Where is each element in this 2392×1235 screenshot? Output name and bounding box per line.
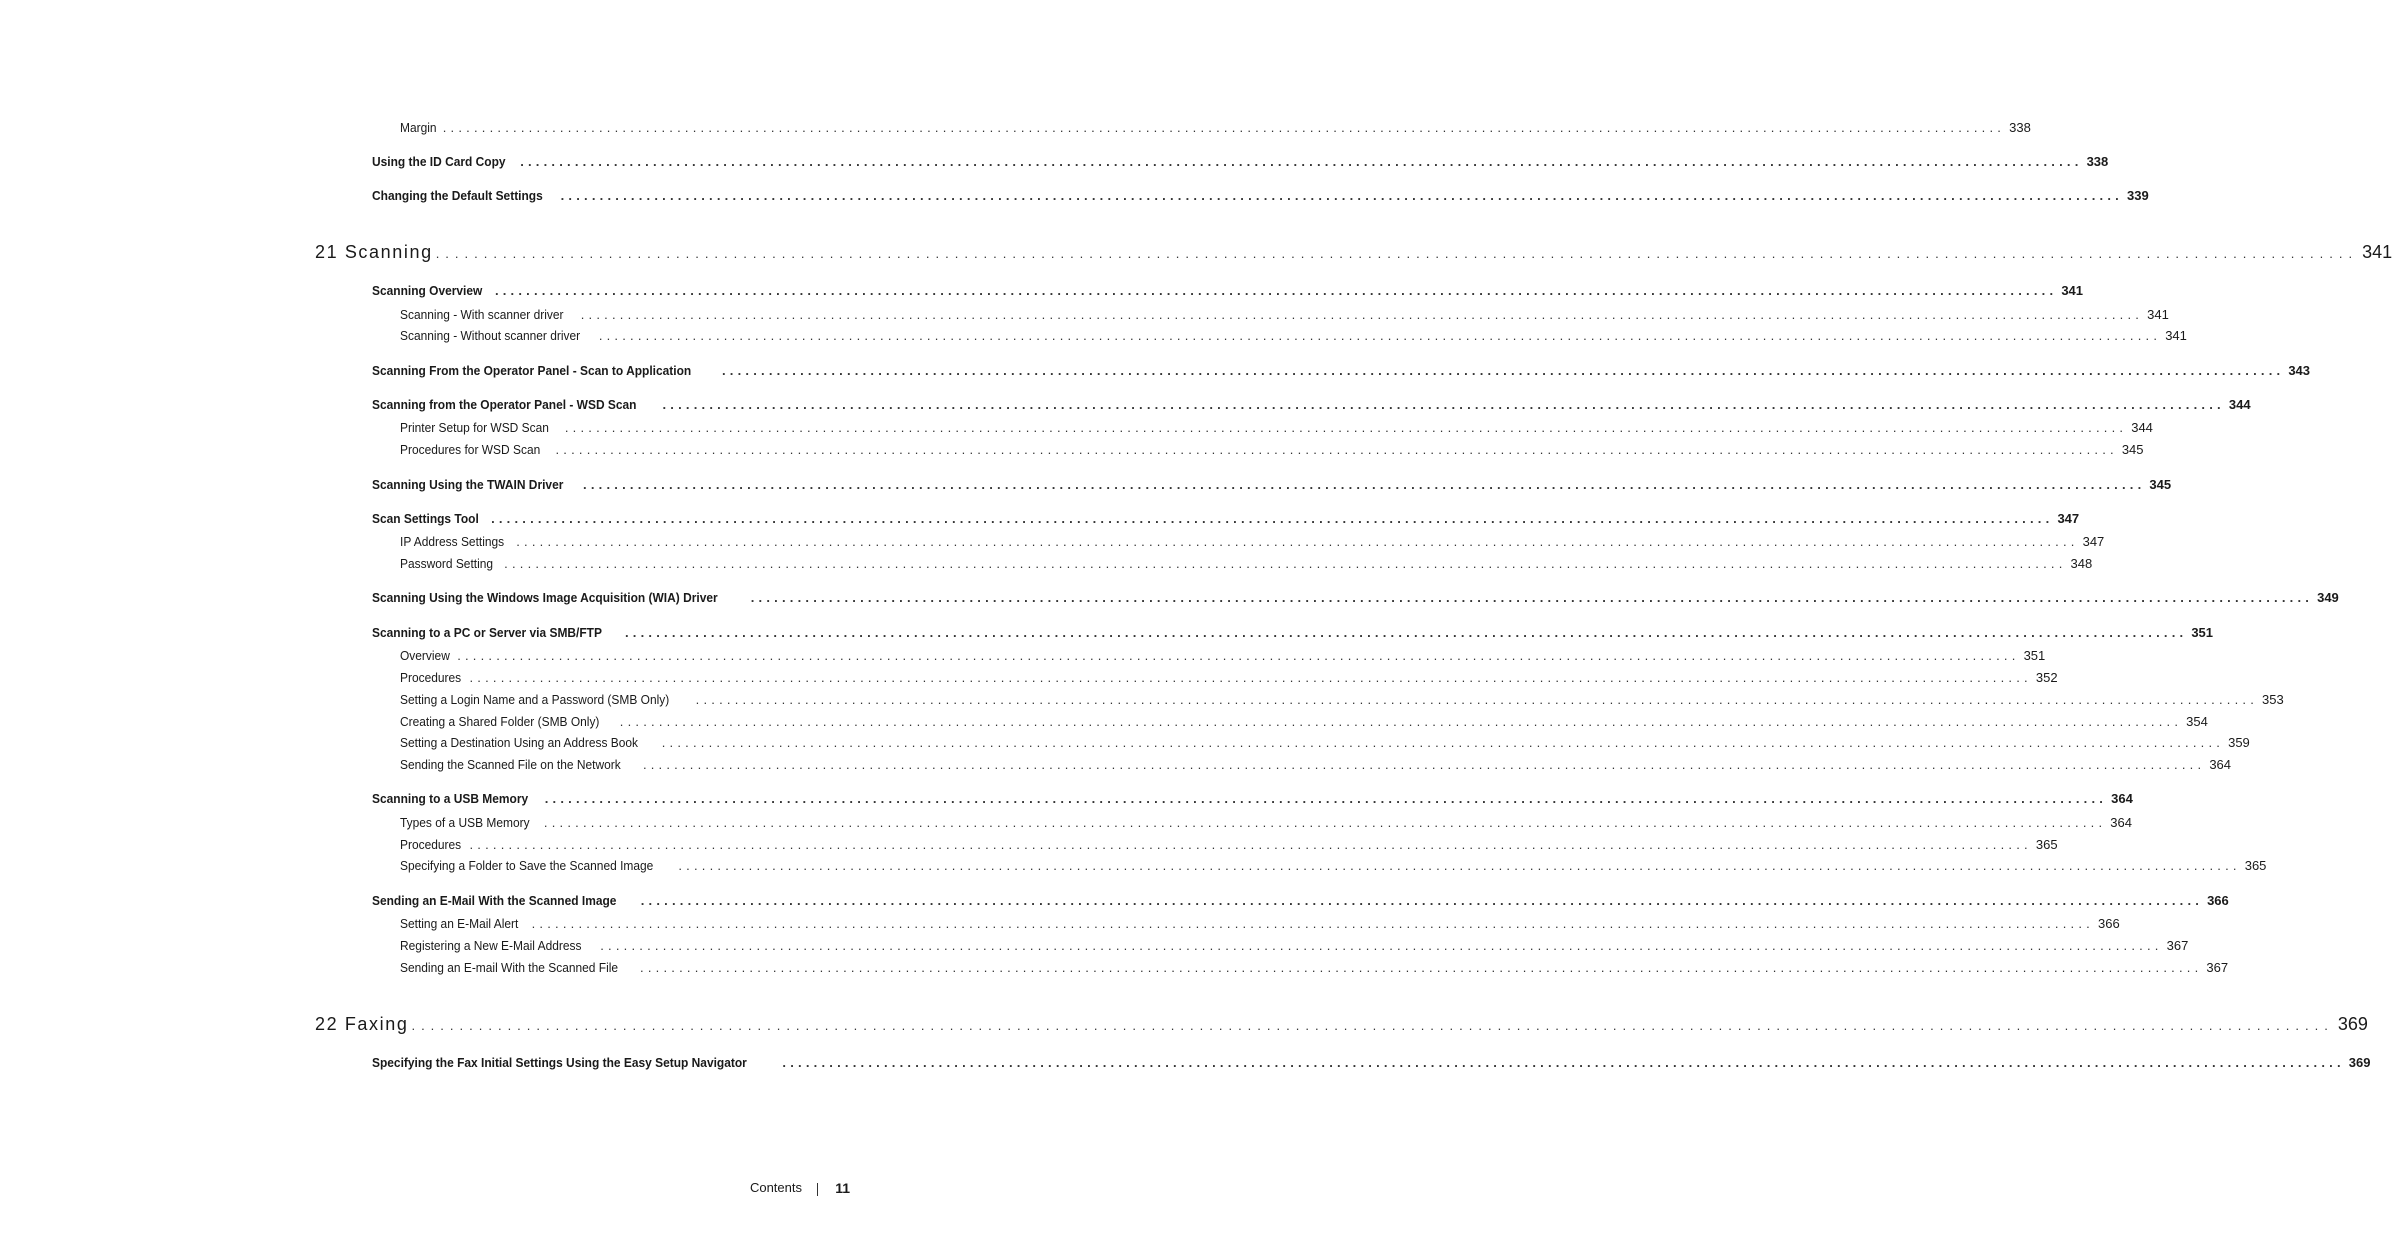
leader-dots: ........................................................................................................................................................................................................ xyxy=(624,625,2188,640)
leader-dots: ........................................................................................................................................................................................................ xyxy=(662,397,2225,412)
toc-entry-page: 364 xyxy=(2111,791,2133,806)
leader-dots: ........................................................................................................................................................................................................ xyxy=(442,120,2006,135)
leader-dots: ........................................................................................................................................................................................................ xyxy=(721,363,2285,378)
toc-entry-page: 365 xyxy=(2244,858,2267,873)
toc-chapter-page: 369 xyxy=(2337,1014,2368,1034)
leader-dots: ........................................................................................................................................................................................................ xyxy=(564,420,2128,435)
toc-entry-page: 367 xyxy=(2206,960,2229,975)
toc-entry-title: Specifying the Fax Initial Settings Using the Easy Setup Navigator xyxy=(372,1055,747,1070)
leader-dots: ........................................................................................................................................................................................................ xyxy=(619,714,2183,729)
toc-entry-page: 351 xyxy=(2191,625,2214,640)
footer-divider xyxy=(817,1183,818,1196)
toc-entry[interactable] xyxy=(372,893,2229,908)
toc-entry-page: 343 xyxy=(2288,363,2311,378)
toc-entry[interactable] xyxy=(400,328,2187,343)
toc-entry[interactable] xyxy=(372,188,2149,203)
leader-dots: ........................................................................................................................................................................................................ xyxy=(661,735,2225,750)
toc-chapter-page: 341 xyxy=(2362,242,2392,262)
toc-entry[interactable] xyxy=(400,938,2189,953)
leader-dots: ........................................................................................................................................................................................................ xyxy=(560,188,2123,203)
toc-entry[interactable] xyxy=(372,283,2084,298)
toc-entry-page: 365 xyxy=(2035,837,2058,852)
toc-entry-page: 338 xyxy=(2009,120,2031,135)
toc-entry-title: IP Address Settings xyxy=(400,534,505,549)
toc-entry-title: Sending an E-Mail With the Scanned Image xyxy=(372,893,617,908)
toc-entry[interactable] xyxy=(400,735,2250,750)
toc-entry[interactable] xyxy=(400,837,2058,852)
toc-entry[interactable] xyxy=(372,154,2109,169)
toc-entry[interactable] xyxy=(400,556,2093,571)
toc-chapter-title: 22 Faxing xyxy=(315,1014,409,1034)
toc-entry-title: Setting a Destination Using an Address Book xyxy=(400,735,639,750)
toc-entry[interactable] xyxy=(372,625,2214,640)
toc-chapter-entry[interactable] xyxy=(315,1014,2368,1035)
toc-entry-page: 366 xyxy=(2098,916,2120,931)
leader-dots: ........................................................................................................................................................................................................ xyxy=(640,960,2203,975)
leader-dots: ........................................................................................................................................................................................................ xyxy=(520,154,2083,169)
toc-entry-title: Creating a Shared Folder (SMB Only) xyxy=(400,714,600,729)
toc-entry-page: 347 xyxy=(2082,534,2105,549)
leader-dots: ........................................................................................................................................................................................................ xyxy=(504,556,2067,571)
toc-entry-title: Setting a Login Name and a Password (SMB Only) xyxy=(400,692,670,707)
toc-entry[interactable] xyxy=(400,714,2208,729)
toc-entry-title: Scanning Overview xyxy=(372,283,483,298)
toc-entry[interactable] xyxy=(400,692,2284,707)
leader-dots: ........................................................................................................................................................................................................ xyxy=(435,246,2359,261)
leader-dots: ........................................................................................................................................................................................................ xyxy=(494,283,2058,298)
toc-chapter-entry[interactable] xyxy=(315,242,2392,263)
toc-entry-page: 359 xyxy=(2228,735,2250,750)
toc-entry-title: Scanning From the Operator Panel - Scan to Application xyxy=(372,363,692,378)
toc-chapter-title: 21 Scanning xyxy=(315,242,433,262)
footer-label: Contents xyxy=(749,1180,802,1195)
toc-entry-page: 339 xyxy=(2127,188,2149,203)
leader-dots: ........................................................................................................................................................................................................ xyxy=(695,692,2259,707)
toc-entry-page: 364 xyxy=(2110,815,2132,830)
toc-entry-page: 345 xyxy=(2121,442,2144,457)
toc-entry[interactable] xyxy=(400,960,2229,975)
toc-entry[interactable] xyxy=(372,791,2133,806)
toc-entry-title: Procedures xyxy=(400,670,462,685)
page-footer xyxy=(700,1180,852,1200)
toc-entry[interactable] xyxy=(400,916,2120,931)
toc-entry-page: 366 xyxy=(2207,893,2229,908)
toc-entry[interactable] xyxy=(400,442,2144,457)
toc-entry[interactable] xyxy=(400,420,2153,435)
leader-dots: ........................................................................................................................................................................................................ xyxy=(469,837,2032,852)
toc-entry-page: 349 xyxy=(2317,590,2339,605)
toc-entry[interactable] xyxy=(372,590,2339,605)
toc-entry-title: Procedures xyxy=(400,837,462,852)
toc-entry-title: Scanning - Without scanner driver xyxy=(400,328,581,343)
toc-entry-page: 348 xyxy=(2070,556,2093,571)
toc-entry-page: 341 xyxy=(2165,328,2187,343)
toc-entry[interactable] xyxy=(372,1055,2371,1070)
toc-entry-page: 341 xyxy=(2147,307,2169,322)
leader-dots: ........................................................................................................................................................................................................ xyxy=(600,938,2163,953)
toc-entry[interactable] xyxy=(400,534,2105,549)
leader-dots: ........................................................................................................................................................................................................ xyxy=(580,307,2144,322)
toc-entry-page: 338 xyxy=(2086,154,2109,169)
leader-dots: ........................................................................................................................................................................................................ xyxy=(750,590,2314,605)
toc-entry-title: Printer Setup for WSD Scan xyxy=(400,420,549,435)
leader-dots: ........................................................................................................................................................................................................ xyxy=(411,1018,2334,1033)
toc-entry-title: Scanning Using the TWAIN Driver xyxy=(372,477,564,492)
toc-entry[interactable] xyxy=(372,397,2251,412)
toc-entry-page: 352 xyxy=(2035,670,2058,685)
leader-dots: ........................................................................................................................................................................................................ xyxy=(555,442,2118,457)
toc-entry-title: Margin xyxy=(400,120,437,135)
leader-dots: ........................................................................................................................................................................................................ xyxy=(543,815,2107,830)
leader-dots: ........................................................................................................................................................................................................ xyxy=(516,534,2079,549)
toc-entry-title: Sending the Scanned File on the Network xyxy=(400,757,621,772)
leader-dots: ........................................................................................................................................................................................................ xyxy=(491,511,2054,526)
toc-entry-title: Types of a USB Memory xyxy=(400,815,530,830)
toc-entry[interactable] xyxy=(400,307,2169,322)
toc-entry-page: 354 xyxy=(2186,714,2208,729)
toc-entry[interactable] xyxy=(400,670,2058,685)
toc-entry-title: Scan Settings Tool xyxy=(372,511,479,526)
toc-entry[interactable] xyxy=(372,511,2080,526)
toc-entry-page: 364 xyxy=(2209,757,2232,772)
toc-entry-title: Using the ID Card Copy xyxy=(372,154,506,169)
toc-entry-title: Specifying a Folder to Save the Scanned Image xyxy=(400,858,654,873)
toc-entry-page: 341 xyxy=(2061,283,2084,298)
toc-entry[interactable] xyxy=(400,757,2232,772)
toc-entry[interactable] xyxy=(400,120,2031,135)
toc-entry[interactable] xyxy=(372,363,2311,378)
toc-entry-title: Password Setting xyxy=(400,556,494,571)
toc-entry-page: 367 xyxy=(2166,938,2189,953)
toc-entry[interactable] xyxy=(400,815,2132,830)
toc-entry-title: Scanning to a PC or Server via SMB/FTP xyxy=(372,625,602,640)
toc-entry-title: Procedures for WSD Scan xyxy=(400,442,541,457)
toc-entry[interactable] xyxy=(400,648,2046,663)
footer-page-number: 11 xyxy=(835,1180,850,1196)
toc-entry-page: 344 xyxy=(2228,397,2251,412)
leader-dots: ........................................................................................................................................................................................................ xyxy=(457,648,2020,663)
leader-dots: ........................................................................................................................................................................................................ xyxy=(782,1055,2345,1070)
toc-entry-title: Scanning Using the Windows Image Acquisition (WIA) Driver xyxy=(372,590,718,605)
toc-entry[interactable] xyxy=(400,858,2267,873)
leader-dots: ........................................................................................................................................................................................................ xyxy=(642,757,2206,772)
toc-entry-page: 344 xyxy=(2131,420,2153,435)
toc-entry-page: 347 xyxy=(2057,511,2080,526)
toc-entry-page: 353 xyxy=(2262,692,2284,707)
toc-entry-page: 345 xyxy=(2149,477,2172,492)
leader-dots: ........................................................................................................................................................................................................ xyxy=(583,477,2146,492)
toc-entry-title: Setting an E-Mail Alert xyxy=(400,916,519,931)
leader-dots: ........................................................................................................................................................................................................ xyxy=(531,916,2094,931)
toc-entry-title: Scanning from the Operator Panel - WSD Scan xyxy=(372,397,637,412)
toc-entry-page: 369 xyxy=(2348,1055,2371,1070)
leader-dots: ........................................................................................................................................................................................................ xyxy=(678,858,2241,873)
toc-entry[interactable] xyxy=(372,477,2172,492)
toc-entry-title: Scanning to a USB Memory xyxy=(372,791,529,806)
toc-entry-title: Scanning - With scanner driver xyxy=(400,307,564,322)
leader-dots: ........................................................................................................................................................................................................ xyxy=(469,670,2032,685)
toc-entry-title: Changing the Default Settings xyxy=(372,188,543,203)
leader-dots: ........................................................................................................................................................................................................ xyxy=(640,893,2204,908)
toc-entry-title: Registering a New E-Mail Address xyxy=(400,938,582,953)
toc-entry-title: Overview xyxy=(400,648,450,663)
toc-entry-page: 351 xyxy=(2023,648,2046,663)
leader-dots: ........................................................................................................................................................................................................ xyxy=(598,328,2162,343)
leader-dots: ........................................................................................................................................................................................................ xyxy=(544,791,2108,806)
toc-entry-title: Sending an E-mail With the Scanned File xyxy=(400,960,619,975)
